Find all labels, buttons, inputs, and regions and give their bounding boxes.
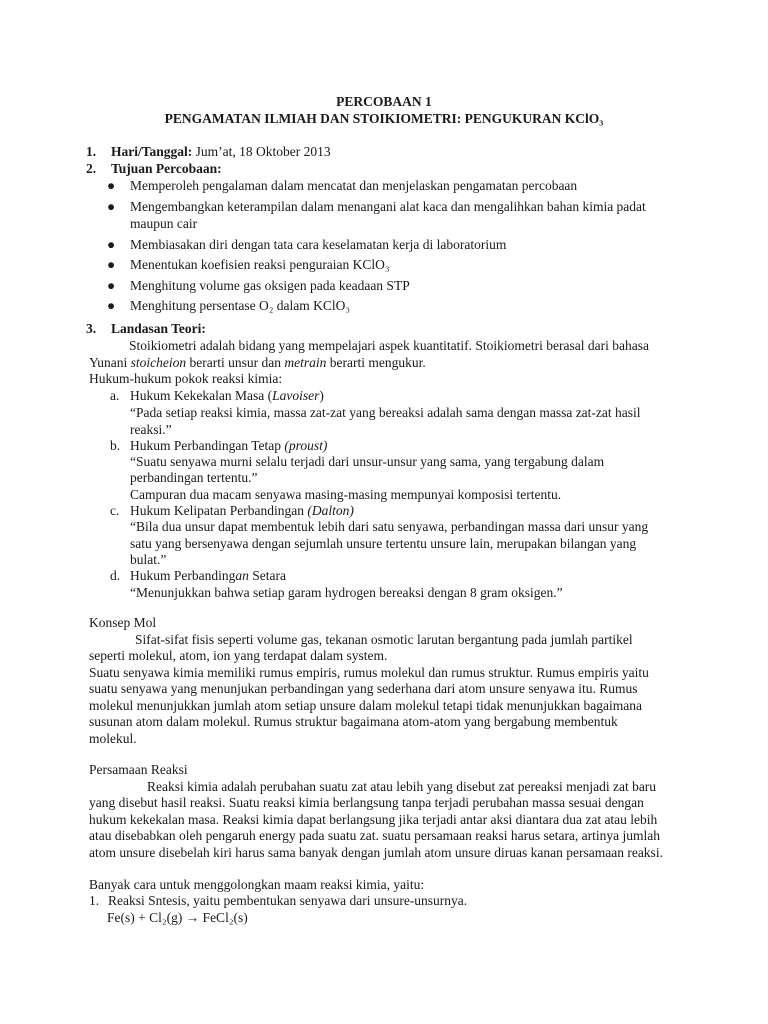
law-name: Hukum Kekekalan Masa (Lavoiser)	[130, 388, 324, 403]
paragraph-line: Sifat-sifat fisis seperti volume gas, tekanan osmotic larutan bergantung pada jumlah partikel	[135, 632, 633, 647]
paragraph-line: atom unsure disebelah kiri harus sama banyak dengan jumlah atom unsure diruas kanan persamaan reaksi.	[89, 845, 663, 860]
law-name: Hukum Kelipatan Perbandingan (Dalton)	[130, 503, 354, 518]
paragraph-line: hukum kekekalan masa. Reaksi kimia dapat berlangsung jika terjadi antar aksi diantara dua zat atau lebih	[89, 812, 658, 827]
list-marker: a.	[110, 388, 120, 403]
list-item: ● Menentukan koefisien reaksi penguraian KClO₃	[107, 257, 390, 272]
document-title: PERCOBAAN 1	[336, 94, 432, 109]
list-marker: b.	[110, 438, 121, 453]
list-marker: c.	[110, 503, 120, 518]
list-item: ● Menghitung volume gas oksigen pada keadaan STP	[107, 277, 410, 293]
paragraph-line: suatu senyawa yang menunjukan perbandingan yang sederhana dari atom unsure senyawa itu. Rumus	[89, 681, 638, 696]
bullet-icon: ●	[107, 236, 116, 252]
paragraph-line: Yunani stoicheion berarti unsur dan metrain berarti mengukur.	[89, 355, 426, 370]
paragraph-line: Reaksi kimia adalah perubahan suatu zat atau lebih yang disebut zat pereaksi menjadi zat baru	[147, 779, 657, 794]
bullet-icon: ●	[107, 277, 116, 293]
subsection-heading: Konsep Mol	[89, 615, 157, 630]
paragraph-line: seperti molekul, atom, ion yang terdapat dalam system.	[89, 648, 388, 663]
bullet-icon: ●	[107, 198, 116, 214]
list-item: ● Menghitung persentase O₂ dalam KClO₃	[107, 298, 351, 313]
paragraph-line: molekul.	[89, 731, 137, 746]
law-name: Hukum Perbandingan Tetap (proust)	[130, 438, 328, 453]
paragraph-line: yang disebut hasil reaksi. Suatu reaksi kimia berlangsung tanpa terjadi perubahan massa sesuai dengan	[89, 795, 644, 810]
section-number: 2.	[86, 161, 97, 176]
list-marker: 1.	[89, 893, 100, 908]
section-number: 3.	[86, 321, 97, 336]
section-date	[86, 143, 686, 161]
section-theory	[86, 320, 686, 338]
bullet-icon: ●	[107, 178, 116, 193]
paragraph-line: molekul menunjukkan jumlah atom setiap unsure dalam molekul tetapi tidak menunjukkan bagaimana	[89, 698, 642, 713]
paragraph-line: atau disebabkan oleh pengaruh energy pada suatu zat. suatu persamaan reaksi harus setara, artinya jumlah	[89, 828, 661, 843]
section-label: Hari/Tanggal:	[111, 144, 193, 159]
date-value: Jum’at, 18 Oktober 2013	[192, 144, 331, 159]
list-item: 1. Reaksi Sntesis, yaitu pembentukan senyawa dari unsure-unsurnya.	[89, 893, 468, 908]
subsection-heading: Persamaan Reaksi	[89, 762, 188, 777]
paragraph-line: Hukum-hukum pokok reaksi kimia:	[89, 371, 283, 386]
paragraph-line: Suatu senyawa kimia memiliki rumus empiris, rumus molekul dan rumus struktur. Rumus empiris yaitu	[89, 665, 649, 680]
list-item: ● Memperoleh pengalaman dalam mencatat dan menjelaskan pengamatan percobaan	[107, 178, 578, 193]
paragraph-line: susunan atom dalam molekul. Rumus struktur bagaimana atom-atom yang bergabung membentuk	[89, 714, 618, 729]
section-number: 1.	[86, 144, 97, 159]
list-item: ● Membiasakan diri dengan tata cara keselamatan kerja di laboratorium	[107, 236, 507, 252]
list-item: ● Mengembangkan keterampilan dalam menangani alat kaca dan mengalihkan bahan kimia padat maupun cair	[107, 198, 646, 231]
paragraph-line: Banyak cara untuk menggolongkan maam reaksi kimia, yaitu:	[89, 877, 425, 892]
bullet-icon: ●	[107, 298, 116, 313]
section-aims	[86, 160, 686, 178]
paragraph-line: Stoikiometri adalah bidang yang mempelajari aspek kuantitatif. Stoikiometri berasal dari bahasa	[129, 338, 649, 353]
document-subtitle: PENGAMATAN ILMIAH DAN STOIKIOMETRI: PENGUKURAN KClO₃	[164, 111, 604, 126]
bullet-icon: ●	[107, 257, 116, 272]
section-label: Landasan Teori:	[111, 321, 206, 336]
chemical-equation: Fe(s) + Cl₂(g) → FeCl₂(s)	[107, 910, 248, 925]
list-marker: d.	[110, 568, 121, 583]
section-label: Tujuan Percobaan:	[111, 161, 222, 176]
document-page: PERCOBAAN 1 PENGAMATAN ILMIAH DAN STOIKIOMETRI: PENGUKURAN KClO₃ 1. Hari/Tanggal: Jum’at, 18 Oktober 2013 2. Tujuan Percobaan: ● Memperoleh pengalaman dalam mencatat dan menjelaskan pengamatan percobaan ● Mengembangkan keterampilan dalam menangani alat kaca dan mengalihkan bahan kimia padat maupun cair ● Membiasakan diri dengan tata cara keselamatan kerja di laboratorium ● Menentukan koefisien reaksi penguraian KClO₃ ● Menghitung volume gas oksigen pada keadaan STP ● Menghitung persentase O₂ dalam KClO₃ 3. Landasan Teori: Stoikiometri adalah bidang yang mempelajari aspek kuantitatif. Stoikiometri berasal dari bahasa Yunani stoicheion berarti unsur dan metrain berarti mengukur. Hukum-hukum pokok reaksi kimia: a. Hukum Kekekalan Masa (Lavoiser) “Pada setiap reaksi kimia, massa zat-zat yang bereaksi adalah sama dengan massa zat-zat hasil reaksi.” b. Hukum Perbandingan Tetap (proust) “Suatu senyawa murni selalu terjadi dari unsur-unsur yang sama, yang tergabung dalam perbandingan tertentu.” Campuran dua macam senyawa masing-masing mempunyai komposisi tertentu. c. Hukum Kelipatan Perbandingan (Dalton) “Bila dua unsur dapat membentuk lebih dari satu senyawa, perbandingan massa dari unsur yang satu yang bersenyawa dengan sejumlah unsure tertentu unsure lain, merupakan bilangan yang bulat.” d. Hukum Perbandingan Setara “Menunjukkan bahwa setiap garam hydrogen bereaksi dengan 8 gram oksigen.” Konsep Mol Sifat-sifat fisis seperti volume gas, tekanan osmotic larutan bergantung pada jumlah partikel seperti molekul, atom, ion yang terdapat dalam system. Suatu senyawa kimia memiliki rumus empiris, rumus molekul dan rumus struktur. Rumus empiris yaitu suatu senyawa yang menunjukan perbandingan yang sederhana dari atom unsure senyawa itu. Rumus molekul menunjukkan jumlah atom setiap unsure dalam molekul tetapi tidak menunjukkan bagaimana susunan atom dalam molekul. Rumus struktur bagaimana atom-atom yang bergabung membentuk molekul. Persamaan Reaksi Reaksi kimia adalah perubahan suatu zat atau lebih yang disebut zat pereaksi menjadi zat baru yang disebut hasil reaksi. Suatu reaksi kimia berlangsung tanpa terjadi perubahan massa sesuai dengan hukum kekekalan masa. Reaksi kimia dapat berlangsung jika terjadi antar aksi diantara dua zat atau lebih atau disebabkan oleh pengaruh energy pada suatu zat. suatu persamaan reaksi harus setara, artinya jumlah atom unsure disebelah kiri harus sama banyak dengan jumlah atom unsure diruas kanan persamaan reaksi. Banyak cara untuk menggolongkan maam reaksi kimia, yaitu: 1. Reaksi Sntesis, yaitu pembentukan senyawa dari unsure-unsurnya. Fe(s) + Cl₂(g) → FeCl₂(s)	[0, 0, 768, 1024]
law-name: Hukum Perbandingan Setara	[130, 568, 286, 583]
aims-list	[107, 177, 687, 318]
